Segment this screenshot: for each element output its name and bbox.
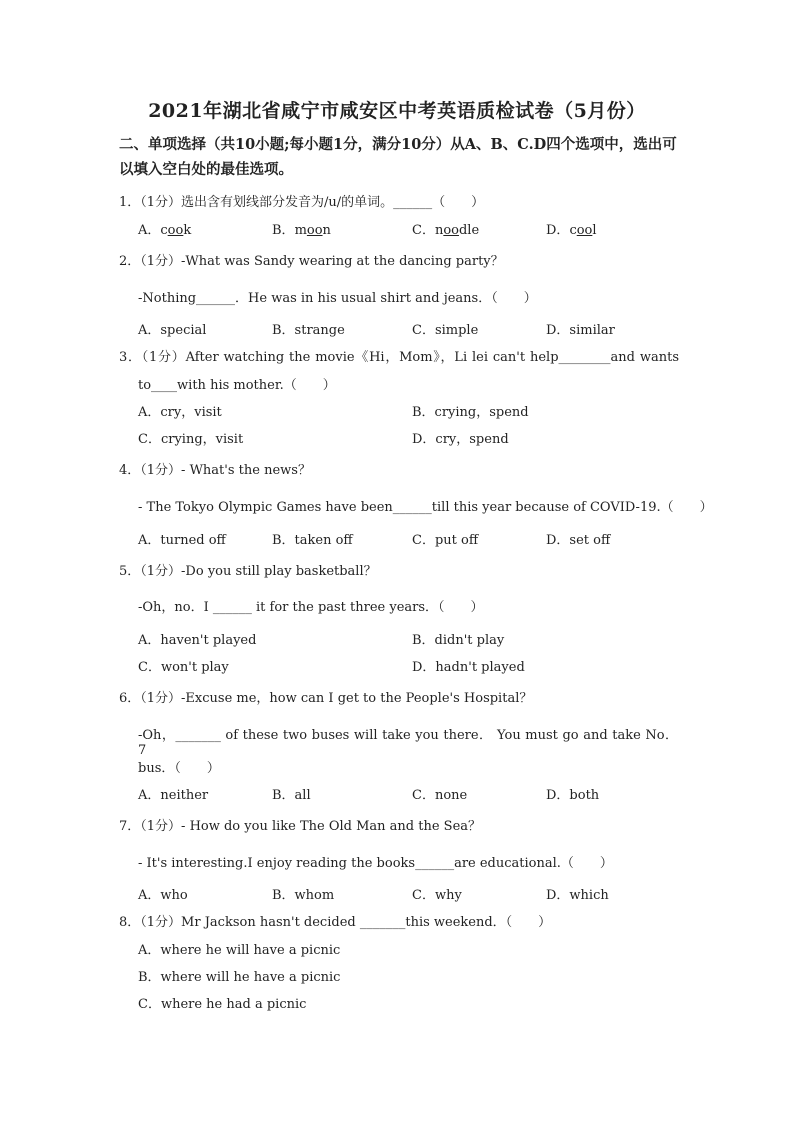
question-1-option-a[interactable]: A．cook <box>138 223 192 238</box>
question-3-option-b[interactable]: B．crying，spend <box>412 405 529 420</box>
page-title: 2021年湖北省咸宁市咸安区中考英语质检试卷（5月份） <box>148 100 646 122</box>
question-5-option-d[interactable]: D．hadn't played <box>412 660 525 675</box>
question-4-reply: - The Tokyo Olympic Games have been______till this year because of COVID-19.（ ） <box>138 500 713 515</box>
question-5-reply: -Oh，no．I ______ it for the past three years．（ ） <box>138 600 484 615</box>
question-7-option-b[interactable]: B．whom <box>272 888 335 903</box>
question-1-option-c[interactable]: C．noodle <box>412 223 480 238</box>
question-2-option-a[interactable]: A．special <box>138 323 207 338</box>
question-8-option-a[interactable]: A．where he will have a picnic <box>138 943 341 958</box>
question-6-option-c[interactable]: C．none <box>412 788 468 803</box>
question-8-option-c[interactable]: C．where he had a picnic <box>138 997 307 1012</box>
question-6-stem: 6．（1分）-Excuse me，how can I get to the People's Hospital？ <box>119 691 533 706</box>
question-2-option-d[interactable]: D．similar <box>546 323 615 338</box>
question-6-option-d[interactable]: D．both <box>546 788 600 803</box>
question-5-option-b[interactable]: B．didn't play <box>412 633 505 648</box>
question-7-reply: - It's interesting.I enjoy reading the books______are educational.（ ） <box>138 856 613 871</box>
question-3-option-a[interactable]: A．cry，visit <box>138 405 222 420</box>
question-4-option-d[interactable]: D．set off <box>546 533 611 548</box>
question-5-option-c[interactable]: C．won't play <box>138 660 229 675</box>
question-2-option-b[interactable]: B．strange <box>272 323 345 338</box>
question-7-option-c[interactable]: C．why <box>412 888 462 903</box>
question-6-option-b[interactable]: B．all <box>272 788 311 803</box>
question-8-stem: 8．（1分）Mr Jackson hasn't decided _______this weekend．（ ） <box>119 915 552 930</box>
question-7-stem: 7．（1分）- How do you like The Old Man and the Sea？ <box>119 819 482 834</box>
question-3-option-d[interactable]: D．cry，spend <box>412 432 509 447</box>
question-6-option-a[interactable]: A．neither <box>138 788 209 803</box>
question-1-option-d[interactable]: D．cool <box>546 223 597 238</box>
question-4-option-a[interactable]: A．turned off <box>138 533 226 548</box>
question-4-option-b[interactable]: B．taken off <box>272 533 353 548</box>
question-6-reply-line1: -Oh，_______ of these two buses will take you there． You must go and take No． 7 <box>138 728 678 758</box>
question-7-option-a[interactable]: A．who <box>138 888 188 903</box>
question-7-option-d[interactable]: D．which <box>546 888 609 903</box>
question-3-stem-line1: 3．（1分）After watching the movie《Hi，Mom》，Li lei can't help________and wants <box>119 350 679 365</box>
question-4-stem: 4．（1分）- What's the news？ <box>119 463 311 478</box>
question-5-option-a[interactable]: A．haven't played <box>138 633 257 648</box>
question-6-reply-line2: bus．（ ） <box>138 761 220 776</box>
question-4-option-c[interactable]: C．put off <box>412 533 479 548</box>
question-2-stem: 2．（1分）-What was Sandy wearing at the dancing party？ <box>119 254 504 269</box>
section-heading: 二、单项选择（共10小题;每小题1分，满分10分）从A、B、C.D四个选项中，选出可以填入空白处的最佳选项。 <box>119 136 677 178</box>
question-2-reply: -Nothing______．He was in his usual shirt and jeans．（ ） <box>138 291 537 306</box>
question-3-stem-line2: to____with his mother.（ ） <box>138 378 336 393</box>
question-1-stem: 1．（1分）选出含有划线部分发音为/u/的单词。______（ ） <box>119 195 485 210</box>
question-3-option-c[interactable]: C．crying，visit <box>138 432 244 447</box>
question-1-option-b[interactable]: B．moon <box>272 223 331 238</box>
question-5-stem: 5．（1分）-Do you still play basketball？ <box>119 564 377 579</box>
question-8-option-b[interactable]: B．where will he have a picnic <box>138 970 341 985</box>
question-2-option-c[interactable]: C．simple <box>412 323 479 338</box>
